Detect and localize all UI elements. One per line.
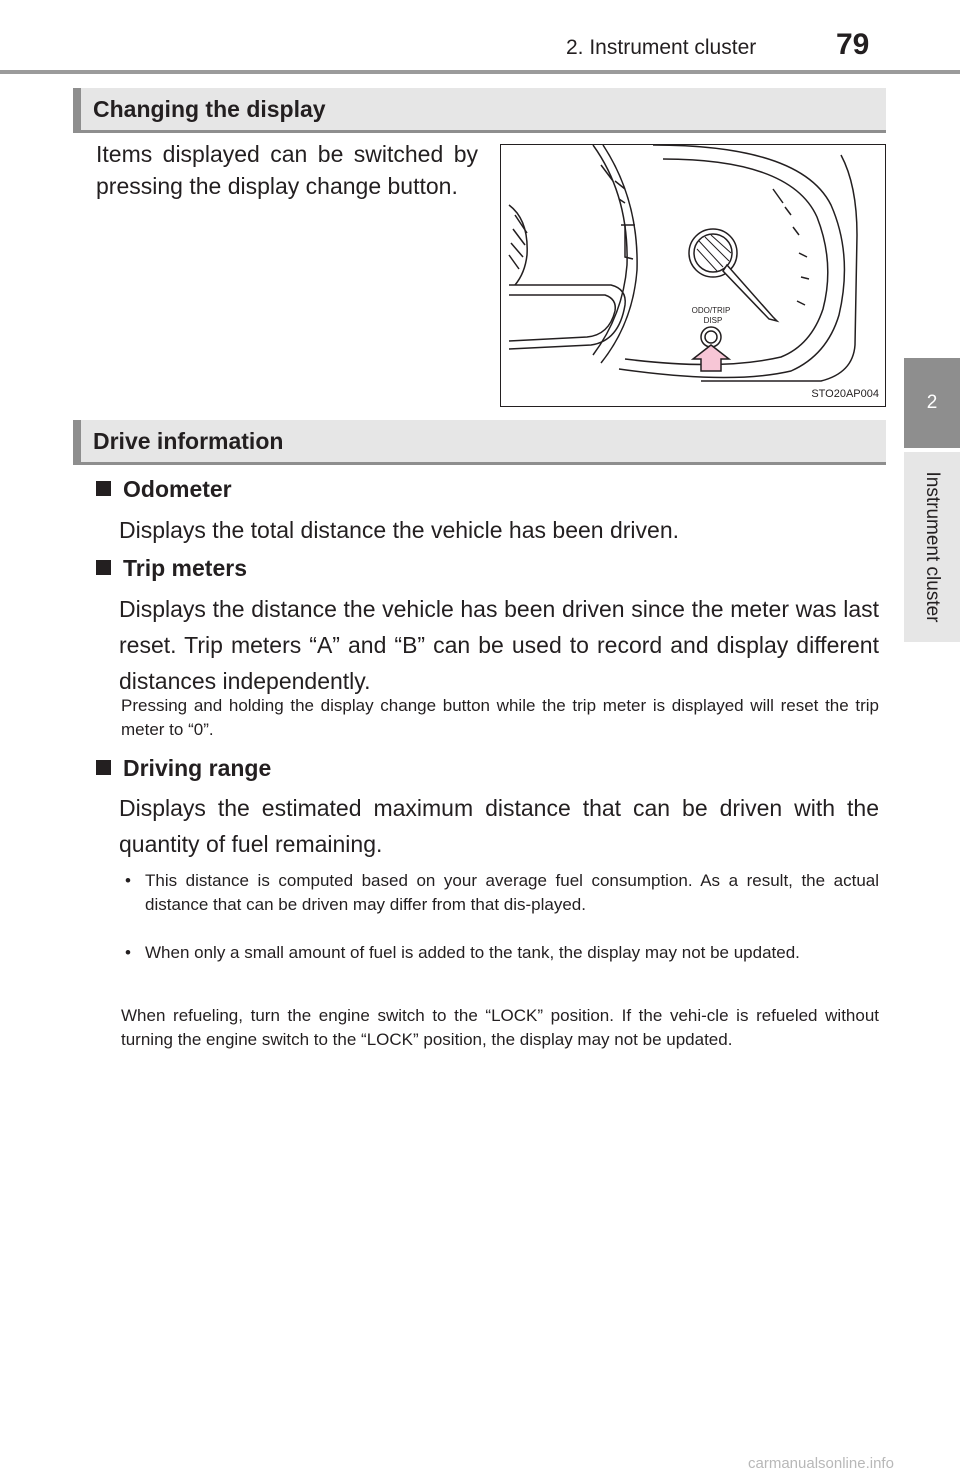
bullet-dot-icon: • bbox=[125, 871, 131, 890]
watermark: carmanualsonline.info bbox=[748, 1455, 894, 1472]
section-heading-text: Drive information bbox=[93, 428, 284, 454]
section-heading-text: Changing the display bbox=[93, 96, 326, 122]
trip-meters-heading bbox=[96, 555, 247, 582]
section-heading-changing-display bbox=[73, 88, 886, 133]
button-label-odo-trip: ODO/TRIP bbox=[691, 306, 731, 315]
list-item-text: When only a small amount of fuel is added to the tank, the display may not be updated. bbox=[145, 943, 800, 962]
cluster-drawing bbox=[501, 145, 885, 406]
header-rule bbox=[0, 70, 960, 74]
bullet-dot-icon: • bbox=[125, 943, 131, 962]
chapter-tab-label[interactable] bbox=[904, 452, 960, 642]
driving-range-heading-text: Driving range bbox=[123, 755, 272, 781]
section-heading-drive-information bbox=[73, 420, 886, 465]
chapter-tab-number[interactable]: 2 bbox=[904, 358, 960, 448]
button-label-disp: DISP bbox=[703, 316, 723, 325]
driving-range-heading bbox=[96, 755, 271, 782]
chapter-tab-label-text: Instrument cluster bbox=[922, 471, 943, 623]
page-number: 79 bbox=[836, 28, 870, 61]
section-accent bbox=[73, 88, 81, 130]
driving-range-text: Displays the estimated maximum distance that can be driven with the quantity of fuel remaining. bbox=[119, 795, 879, 857]
square-bullet-icon bbox=[96, 481, 111, 496]
trip-meters-heading-text: Trip meters bbox=[123, 555, 247, 581]
list-item bbox=[121, 941, 879, 965]
pointer-arrow-icon bbox=[693, 345, 729, 371]
odometer-heading-text: Odometer bbox=[123, 476, 232, 502]
list-item bbox=[121, 869, 879, 917]
list-item-text: This distance is computed based on your average fuel consumption. As a result, the actual distance that can be driven may differ from that dis-played. bbox=[145, 871, 879, 914]
odometer-text: Displays the total distance the vehicle has been driven. bbox=[119, 517, 679, 543]
trip-meters-note: Pressing and holding the display change button while the trip meter is displayed will reset the trip meter to “0”. bbox=[121, 696, 879, 739]
refueling-note: When refueling, turn the engine switch to the “LOCK” position. If the vehi-cle is refueled without turning the engine switch to the “LOCK” position, the display may not be updated. bbox=[121, 1006, 879, 1049]
running-header-title: 2. Instrument cluster bbox=[566, 36, 757, 59]
figure-code: STO20AP004 bbox=[811, 388, 879, 400]
odometer-heading bbox=[96, 476, 232, 503]
square-bullet-icon bbox=[96, 760, 111, 775]
intro-paragraph: Items displayed can be switched by pressing the display change button. bbox=[96, 141, 478, 199]
trip-meters-text: Displays the distance the vehicle has been driven since the meter was last reset. Trip meters “A” and “B” can be used to record and display different distances independently. bbox=[119, 596, 879, 694]
instrument-cluster-illustration bbox=[500, 144, 886, 407]
section-accent bbox=[73, 420, 81, 462]
square-bullet-icon bbox=[96, 560, 111, 575]
